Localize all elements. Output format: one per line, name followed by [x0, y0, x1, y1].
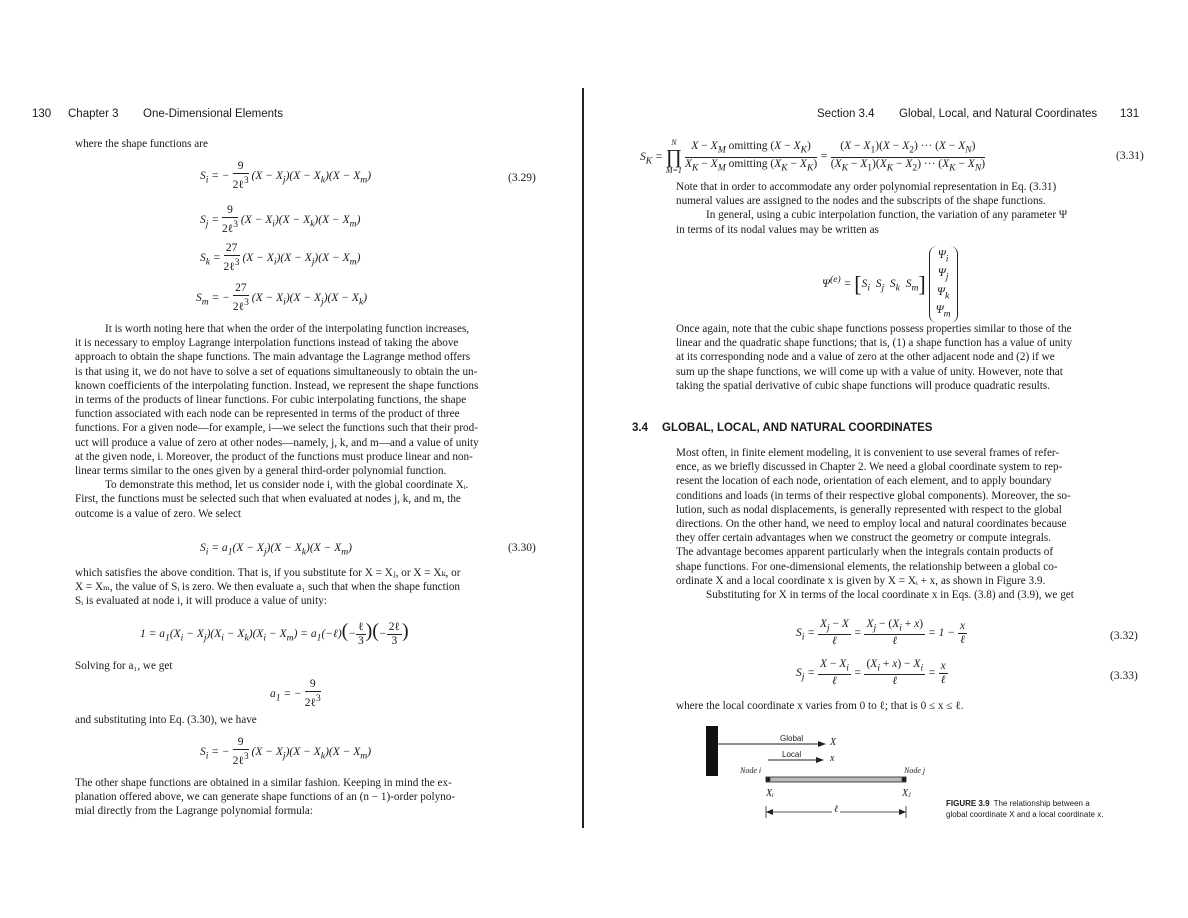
equation-a1: $a_1$ = − $\frac{9}{2\ell^3}$: [270, 678, 321, 709]
paragraph-condition: which satisfies the above condition. That is, if you substitute for X = Xⱼ, or X = Xₖ, or X = Xₘ, the value of Sᵢ is zero. We then evaluate a₁ such that when the shape function Sᵢ is evaluated at node i, it will produce a value of unity:: [75, 567, 461, 608]
equation-sm: $S_m$ = − $\frac{27}{2\ell^3}$ $(X - X_i)(X - X_j)(X - X_k)$: [196, 282, 368, 313]
equation-si-final: $S_i$ = − $\frac{9}{2\ell^3}$ $(X - X_j)(X - X_k)(X - X_m)$: [200, 736, 372, 767]
section-header-title: Global, Local, and Natural Coordinates: [899, 108, 1098, 120]
equation-si: $S_i$ = − $\frac{9}{2\ell^3}$ $(X - X_j)(X - X_k)(X - X_m)$: [200, 160, 372, 191]
equation-sj: $S_j$ = $\frac{9}{2\ell^3}$ $(X - X_i)(X - X_k)(X - X_m)$: [200, 204, 361, 235]
coordinate-diagram: [706, 726, 936, 826]
equation-331: $S_K$ = N ∏ M=1 $\frac{X - X_M omitting (X - X_K)}{X_K - X_M omitting (X_K - X_K)}$ = $\frac{(X - X_1)(X - X_2) \cdot\cdot\cdot (X - X_N)}{(X_K - X_1)(X_K - X_2) \cdot\cdot\cdot (X_K - X_N)}$: [640, 138, 986, 175]
equation-label-331: (3.31): [1116, 150, 1144, 162]
node-j-label: Node j: [904, 766, 926, 775]
local-axis-arrow: [816, 757, 824, 763]
equation-psi: $\Psi^{(e)} = [S_i$ $S_j$ $S_k$ $S_m$] $\Psi_i$ $\Psi_j$ $\Psi_k$ $\Psi_m$: [822, 246, 958, 323]
equation-332: $S_i$ = $\frac{X_j - X}{\text{ℓ}}$ = $\frac{X_j - (X_i + x)}{\text{ℓ}}$ = 1 − $\frac{x}{\text{ℓ}}$: [796, 618, 966, 648]
global-label: Global: [780, 734, 804, 743]
paragraph-coordinates: Most often, in finite element modeling, it is convenient to use several frames of refer- ence, as we briefly discussed in Chapter 2. We need a global coordinate system to rep- resent the location of each node, orientation of each element, and to apply boundary conditions and loads (in terms of their respective global components). Moreover, the so- lution, such as nodal displacements, is generally represented with respect to the global directions. On the other hand, we need to employ local and natural coordinates because they offer certain advantages when we construct the geometry or compute integrals. The advantage becomes apparent particularly when the integrals contain products of shape functions. For one-dimensional elements, the relationship between a global co- ordinate X and a local coordinate x is given by X = Xᵢ + x, as shown in Figure 3.9. Substituting for X in terms of the local coordinate x in Eqs. (3.8) and (3.9), we get: [676, 447, 1074, 602]
equation-sk: $S_k$ = $\frac{27}{2\ell^3}$ $(X - X_i)(X - X_j)(X - X_m)$: [200, 242, 361, 273]
paragraph-note: Note that in order to accommodate any order polynomial representation in Eq. (3.31) numeral values are assigned to the nodes and the subscripts of the shape functions. In general, using a cubic interpolation function, the variation of any parameter Ψ in terms of its nodal values may be written as: [676, 181, 1068, 236]
page-number-right: 131: [1120, 108, 1140, 120]
equation-label-330: (3.30): [508, 542, 536, 554]
solving-text: Solving for a₁, we get: [75, 660, 173, 672]
global-axis-label: X: [830, 737, 837, 748]
equation-unity: $1 = a_1(X_i - X_j)(X_i - X_k)(X_i - X_m)$ = $a_1(-\ell)(-$ $\frac{\text{ℓ}}{3}$ )(− $\frac{\text{2ℓ}}{3}$ ): [140, 620, 409, 647]
equation-label-333: (3.33): [1110, 670, 1138, 682]
paragraph-once-again: Once again, note that the cubic shape functions possess properties similar to those of the linear and the quadratic shape functions; that is, (1) a shape function has a value of unity at its corresponding node and a value of zero at the other adjacent node and (2) if we sum up the shape functions, we will come up with a value of unity. However, note that taking the spatial derivative of cubic shape functions will produce quadratic results.: [676, 323, 1073, 392]
length-label: ℓ: [834, 804, 839, 815]
figure-3-9: [706, 726, 936, 826]
figure-caption-line2: global coordinate X and a local coordinate x.: [946, 810, 1104, 819]
page-gutter: [582, 88, 584, 828]
section-number: 3.4: [632, 422, 648, 434]
node-i-label: Node i: [740, 766, 762, 775]
element-bar: [766, 777, 906, 782]
chapter-title: One-Dimensional Elements: [143, 108, 283, 120]
paragraph-lagrange-formula: The other shape functions are obtained in a similar fashion. Keeping in mind the ex- planation offered above, we can generate shape functions of an (n − 1)-order polyno- mial directly from the Lagrange polynomial formula:: [75, 777, 456, 818]
global-axis-arrow: [818, 741, 826, 747]
figure-caption-line1: The relationship between a: [993, 799, 1090, 808]
node-j-dot: [902, 777, 907, 782]
figure-caption-title: FIGURE 3.9: [946, 799, 990, 808]
substituting-text: and substituting into Eq. (3.30), we have: [75, 714, 257, 726]
xj-label: Xⱼ: [902, 788, 911, 799]
section-title: GLOBAL, LOCAL, AND NATURAL COORDINATES: [662, 422, 933, 434]
equation-label-332: (3.32): [1110, 630, 1138, 642]
local-label: Local: [782, 750, 802, 759]
section-header: Section 3.4: [817, 108, 875, 120]
equation-330: $S_i = a_1(X - X_j)(X - X_k)(X - X_m)$: [200, 542, 353, 558]
xi-label: Xᵢ: [766, 788, 774, 799]
intro-text: where the shape functions are: [75, 138, 208, 150]
equation-333: $S_j$ = $\frac{X - X_i}{\text{ℓ}}$ = $\frac{(X_i + x) - X_i}{\text{ℓ}}$ = $\frac{x}{\text{ℓ}}$: [796, 658, 946, 688]
wall-support: [706, 726, 718, 776]
node-i-dot: [766, 777, 771, 782]
page-number-left: 130: [32, 108, 52, 120]
paragraph-lagrange: It is worth noting here that when the order of the interpolating function increases, it is necessary to employ Lagrange interpolation functions instead of taking the above approach to obtain the shape functions. The main advantage the Lagrange method offers is that using it, we do not have to solve a set of equations simultaneously to obtain the un- known coefficients of the interpolating function. Instead, we represent the shape functions in terms of the products of linear functions. For cubic interpolating functions, the shape function associated with each node can be represented in terms of the product of three functions. For a given node—for example, i—we select the functions such that their prod- uct will produce a value of zero at other nodes—namely, j, k, and m—and a value of unity at the given node, i. Moreover, the product of the functions must produce linear and non- linear terms similar to the ones given by a general third-order polynomial function. To demonstrate this method, let us consider node i, with the global coordinate Xᵢ. First, the functions must be selected such that when evaluated at nodes j, k, and m, the outcome is a value of zero. We select: [75, 323, 479, 520]
local-axis-label: x: [830, 753, 835, 764]
figure-caption: [946, 798, 1146, 820]
equation-label-329: (3.29): [508, 172, 536, 184]
where-local-text: where the local coordinate x varies from 0 to ℓ; that is 0 ≤ x ≤ ℓ.: [676, 700, 964, 712]
chapter-label: Chapter 3: [68, 108, 119, 120]
